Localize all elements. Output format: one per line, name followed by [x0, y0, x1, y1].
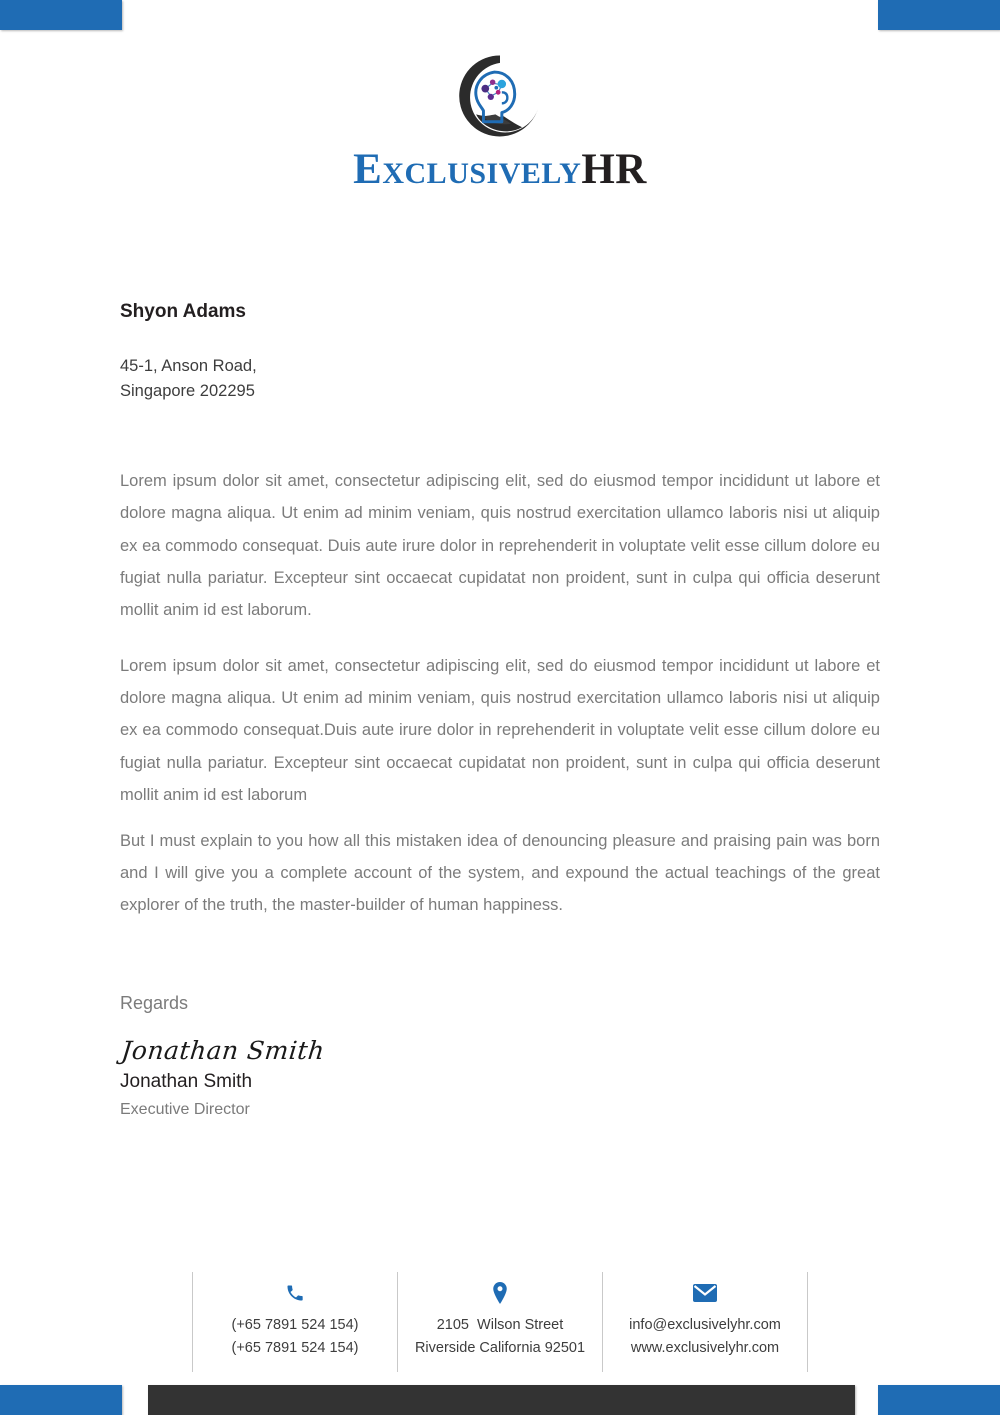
- phone-number-2[interactable]: (+65 7891 524 154): [231, 1340, 359, 1357]
- website-url[interactable]: www.exclusivelyhr.com: [630, 1340, 780, 1357]
- footer-phone-column: [193, 1272, 398, 1372]
- location-pin-icon: [402, 1280, 598, 1306]
- recipient-name: Shyon Adams: [120, 301, 246, 322]
- signature-image: Jonathan Smith: [120, 1036, 327, 1066]
- signature-block: [120, 993, 880, 1119]
- phone-icon: [197, 1280, 393, 1306]
- closing-salutation: Regards: [120, 993, 189, 1014]
- brand-wordmark-secondary: HR: [581, 146, 647, 193]
- footer-address-column: [398, 1272, 603, 1372]
- letter-body: [120, 300, 880, 1119]
- address-line-1: 2105 Wilson Street: [436, 1317, 564, 1333]
- decor-bar-bottom-center: [148, 1385, 855, 1415]
- decor-bar-top-left: [0, 0, 122, 30]
- recipient-address-line-1: 45-1, Anson Road,: [120, 356, 257, 375]
- footer-contact-column: [603, 1272, 807, 1372]
- footer-contact-bar: [192, 1272, 808, 1372]
- brand-wordmark-primary: Exclusively: [353, 146, 582, 193]
- letter-paragraph-2: Lorem ipsum dolor sit amet, consectetur adipiscing elit, sed do eiusmod tempor incididunt ut labore et dolore magna aliqua. Ut enim ad minim veniam, quis nostrud exercitation ullamco laboris nisi ut aliquip ex ea commodo consequat.Duis aute irure dolor in reprehenderit in voluptate velit esse cillum dolore eu fugiat nulla pariatur. Excepteur sint occaecat cupidatat non proident, sunt in culpa qui officia deserunt mollit anim id est laborum: [120, 657, 880, 804]
- brain-head-in-hand-icon: [454, 50, 546, 142]
- envelope-icon: [607, 1280, 803, 1306]
- signer-name: Jonathan Smith: [120, 1071, 253, 1093]
- decor-bar-bottom-left: [0, 1385, 122, 1415]
- decor-bar-bottom-right: [878, 1385, 1000, 1415]
- letter-paragraphs: [120, 465, 880, 921]
- decor-bar-top-right: [878, 0, 1000, 30]
- address-line-2: Riverside California 92501: [414, 1340, 586, 1357]
- letter-paragraph-1: Lorem ipsum dolor sit amet, consectetur adipiscing elit, sed do eiusmod tempor incididunt ut labore et dolore magna aliqua. Ut enim ad minim veniam, quis nostrud exercitation ullamco laboris nisi ut aliquip ex ea commodo consequat. Duis aute irure dolor in reprehenderit in voluptate velit esse cillum dolore eu fugiat nulla pariatur. Excepteur sint occaecat cupidatat non proident, sunt in culpa qui officia deserunt mollit anim id est laborum.: [120, 472, 880, 619]
- signer-title: Executive Director: [120, 1101, 250, 1119]
- letterhead-header: [0, 50, 1000, 191]
- letter-paragraph-3: But I must explain to you how all this mistaken idea of denouncing pleasure and praising pain was born and I will give you a complete account of the system, and expound the actual teachings of the great explorer of the truth, the master-builder of human happiness.: [120, 831, 880, 915]
- brand-wordmark: [0, 148, 1000, 191]
- email-address[interactable]: info@exclusivelyhr.com: [629, 1317, 781, 1333]
- recipient-address-line-2: Singapore 202295: [120, 381, 255, 400]
- phone-number-1[interactable]: (+65 7891 524 154): [231, 1317, 359, 1333]
- recipient-block: [120, 300, 880, 403]
